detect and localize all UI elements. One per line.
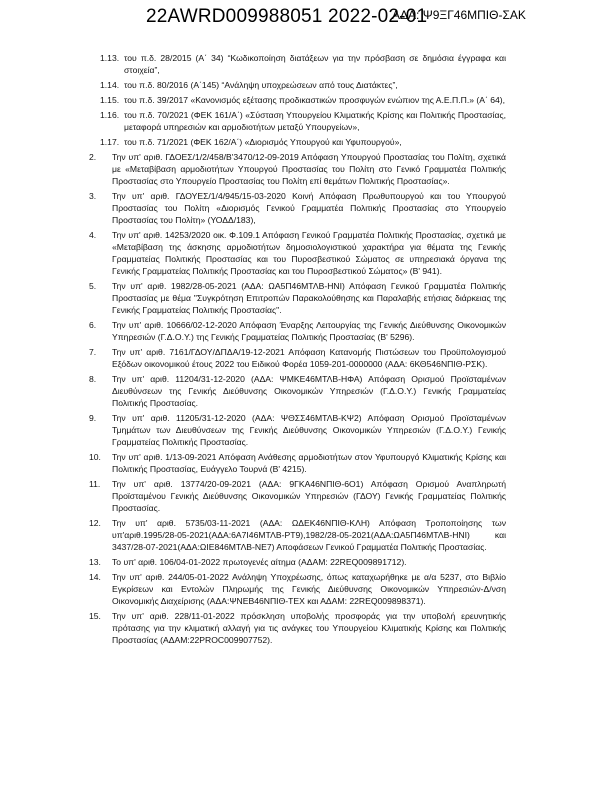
item-text: Την υπ' αριθ. 1/13-09-2021 Απόφαση Ανάθεσης αρμοδιοτήτων στον Υφυπουργό Κλιματικής Κρίσης και Πολιτικής Προστασίας, Ευάγγελο Τουρνά (Β' 4215). xyxy=(112,452,506,474)
item-text: Την υπ' αριθ. ΓΔΟΕΣ/1/2/458/Β'3470/12-09-2019 Απόφαση Υπουργού Προστασίας του Πολίτη, σχετικά με «Μεταβίβαση αρμοδιοτήτων Υπουργού Προστασίας του Πολίτη στο Γενικό Γραμματέα Πολιτικής Προστασίας στο Υπουργείο Προστασίας του Πολίτη επί θεμάτων Πολιτικής Προστασίας». xyxy=(112,152,506,186)
item-text: του π.δ. 70/2021 (ΦΕΚ 161/Α΄) «Σύσταση Υπουργείου Κλιματικής Κρίσης και Πολιτικής Προστασίας, μεταφορά υπηρεσιών και αρμοδιοτήτων μεταξύ Υπουργείων», xyxy=(124,110,506,132)
item-text: Το υπ' αριθ. 106/04-01-2022 πρωτογενές αίτημα (ΑΔΑΜ: 22REQ009891712). xyxy=(112,557,407,567)
list-item xyxy=(86,571,506,607)
item-text: Την υπ' αριθ. 14253/2020 οικ. Φ.109.1 Απόφαση Γενικού Γραμματέα Πολιτικής Προστασίας, σχετικά με «Μεταβίβαση της άσκησης αρμοδιοτήτων δημοσιολογιστικού χαρακτήρα για θέματα της Γενικής Γραμματείας Πολιτικής Προστασίας και του Πυροσβεστικού Σώματος σε υπηρεσιακά όργανα της Γενικής Γραμματείας Πολιτικής Προστασίας και του Πυροσβεστικού Σώματος» (Β' 941). xyxy=(112,230,506,276)
list-item xyxy=(86,52,506,76)
list-item xyxy=(86,412,506,448)
list-item xyxy=(86,517,506,553)
list-item xyxy=(86,346,506,370)
ada-code: ΑΔΑ: Ψ9ΞΓ46ΜΠΙΘ-ΣΑΚ xyxy=(392,8,526,22)
list-item xyxy=(86,280,506,316)
item-text: Την υπ' αριθ. 13774/20-09-2021 (ΑΔΑ: 9ΓΚΑ46ΝΠΙΘ-6Ο1) Απόφαση Ορισμού Αναπληρωτή Προϊσταμένου Γενικής Διεύθυνσης Οικονομικών Υπηρεσιών (ΓΔΟΥ) Γενικής Γραμματείας Πολιτικής Προστασίας. xyxy=(112,479,506,513)
item-text: του π.δ. 80/2016 (Α΄145) “Ανάληψη υποχρεώσεων από τους Διατάκτες”, xyxy=(124,80,398,90)
item-text: του π.δ. 28/2015 (Α΄ 34) “Κωδικοποίηση διατάξεων για την πρόσβαση σε δημόσια έγγραφα και στοιχεία”, xyxy=(124,53,506,75)
item-text: Την υπ' αριθ. 10666/02-12-2020 Απόφαση Έναρξης Λειτουργίας της Γενικής Διεύθυνσης Οικονομικών Υπηρεσιών (Γ.Δ.Ο.Υ.) της Γενικής Γραμματείας Πολιτικής Προστασίας (Β' 5296). xyxy=(112,320,506,342)
item-number: 3. xyxy=(89,191,97,201)
list-item xyxy=(86,79,506,91)
item-text: Την υπ' αριθ. 11205/31-12-2020 (ΑΔΑ: ΨΘΣΣ46ΜΤΛΒ-ΚΨ2) Απόφαση Ορισμού Προϊσταμένων Τμημάτων των Διευθύνσεων της Γενικής Διεύθυνσης Οικονομικών Υπηρεσιών (Γ.Δ.Ο.Υ.) Γενικής Γραμματείας Πολιτικής Προστασίας. xyxy=(112,413,506,447)
item-number: 13. xyxy=(89,557,101,567)
item-number: 8. xyxy=(89,374,97,384)
item-number: 15. xyxy=(89,611,101,621)
item-number: 1.13. xyxy=(100,53,120,63)
item-number: 11. xyxy=(89,479,101,489)
list-item xyxy=(86,229,506,277)
item-text: Την υπ' αριθ. 11204/31-12-2020 (ΑΔΑ: ΨΜΚΕ46ΜΤΛΒ-ΗΦΑ) Απόφαση Ορισμού Προϊσταμένων Διευθύνσεων της Γενικής Διεύθυνσης Οικονομικών Υπηρεσιών (Γ.Δ.Ο.Υ.) Γενικής Γραμματείας Πολιτικής Προστασίας. xyxy=(112,374,506,408)
list-item xyxy=(86,190,506,226)
list-item xyxy=(86,151,506,187)
item-text: Την υπ' αριθ. 5735/03-11-2021 (ΑΔΑ: ΩΔΕΚ46ΝΠΙΘ-ΚΛΗ) Απόφαση Τροποποίησης των υπ'αριθ.1995/28-05-2021(ΑΔΑ:6Α7Ι46ΜΤΛΒ-ΡΤ9),1982/28-05-2021(ΑΔΑ:ΩΑ5Π46ΜΤΛΒ-ΗΝΙ) και 3437/28-07-2021(ΑΔΑ:ΩΙΕ846ΜΤΛΒ-ΝΕ7) Αποφάσεων Γενικού Γραμματέα Πολιτικής Προστασίας. xyxy=(112,518,506,552)
item-number: 4. xyxy=(89,230,97,240)
list-item xyxy=(86,94,506,106)
item-number: 12. xyxy=(89,518,101,528)
item-number: 1.15. xyxy=(100,95,120,105)
list-item xyxy=(86,373,506,409)
item-number: 9. xyxy=(89,413,97,423)
document-identifier: 22AWRD009988051 2022-02-01 xyxy=(146,6,428,27)
item-number: 2. xyxy=(89,152,97,162)
item-text: Την υπ' αριθ. 7161/ΓΔΟΥ/ΔΠΔΑ/19-12-2021 Απόφαση Κατανομής Πιστώσεων του Προϋπολογισμού Εξόδων οικονομικού έτους 2022 του Ειδικού Φορέα 1059-201-0000000 (ΑΔΑ: 6ΚΘ546ΝΠΙΘ-ΡΣΚ). xyxy=(112,347,506,369)
list-item xyxy=(86,556,506,568)
list-item xyxy=(86,109,506,133)
item-text: Την υπ' αριθ. 228/11-01-2022 πρόσκληση υποβολής προσφοράς για την υποβολή ερευνητικής πρότασης για την κλιματική αλλαγή για τις ανάγκες του Υπουργείου Κλιματικής Κρίσης και Πολιτικής Προστασίας (ΑΔΑΜ:22PROC009907752). xyxy=(112,611,506,645)
item-text: του π.δ. 71/2021 (ΦΕΚ 162/Α΄) «Διορισμός Υπουργού και Υφυπουργού», xyxy=(124,137,402,147)
list-item xyxy=(86,136,506,148)
list-item xyxy=(86,451,506,475)
item-text: Την υπ' αριθ. 244/05-01-2022 Ανάληψη Υποχρέωσης, όπως καταχωρήθηκε με α/α 5237, στο Βιβλίο Εγκρίσεων και Εντολών Πληρωμής της Γενικής Διεύθυνσης Οικονομικών Υπηρεσιών-Δ/νση Οικονομικής Διαχείρισης (ΑΔΑ:ΨΝΕΒ46ΝΠΙΘ-ΤΕΧ και ΑΔΑΜ: 22REQ009898371). xyxy=(112,572,506,606)
item-text: Την υπ' αριθ. ΓΔΟΥΕΣ/1/4/945/15-03-2020 Κοινή Απόφαση Πρωθυπουργού και του Υπουργού Προστασίας του Πολίτη «Διορισμός Γενικού Γραμματέα Πολιτικής Προστασίας στο Υπουργείο Προστασίας του Πολίτη» (ΥΟΔΔ/183), xyxy=(112,191,506,225)
list-item xyxy=(86,319,506,343)
item-number: 7. xyxy=(89,347,97,357)
item-number: 10. xyxy=(89,452,101,462)
item-number: 6. xyxy=(89,320,97,330)
item-number: 1.17. xyxy=(100,137,120,147)
item-number: 14. xyxy=(89,572,101,582)
item-text: Την υπ' αριθ. 1982/28-05-2021 (ΑΔΑ: ΩΑ5Π46ΜΤΛΒ-ΗΝΙ) Απόφαση Γενικού Γραμματέα Πολιτικής Προστασίας με θέμα "Συγκρότηση Επιτροπών Παρακολούθησης και Παραλαβής ετήσιας διάρκειας της Γενικής Γραμματείας Πολιτικής Προστασίας". xyxy=(112,281,506,315)
document-body xyxy=(86,52,506,649)
item-text: του π.δ. 39/2017 «Κανονισμός εξέτασης προδικαστικών προσφυγών ενώπιον της Α.Ε.Π.Π.» (Α΄ 64), xyxy=(124,95,506,105)
list-item xyxy=(86,610,506,646)
item-number: 5. xyxy=(89,281,97,291)
list-item xyxy=(86,478,506,514)
item-number: 1.14. xyxy=(100,80,120,90)
item-number: 1.16. xyxy=(100,110,120,120)
